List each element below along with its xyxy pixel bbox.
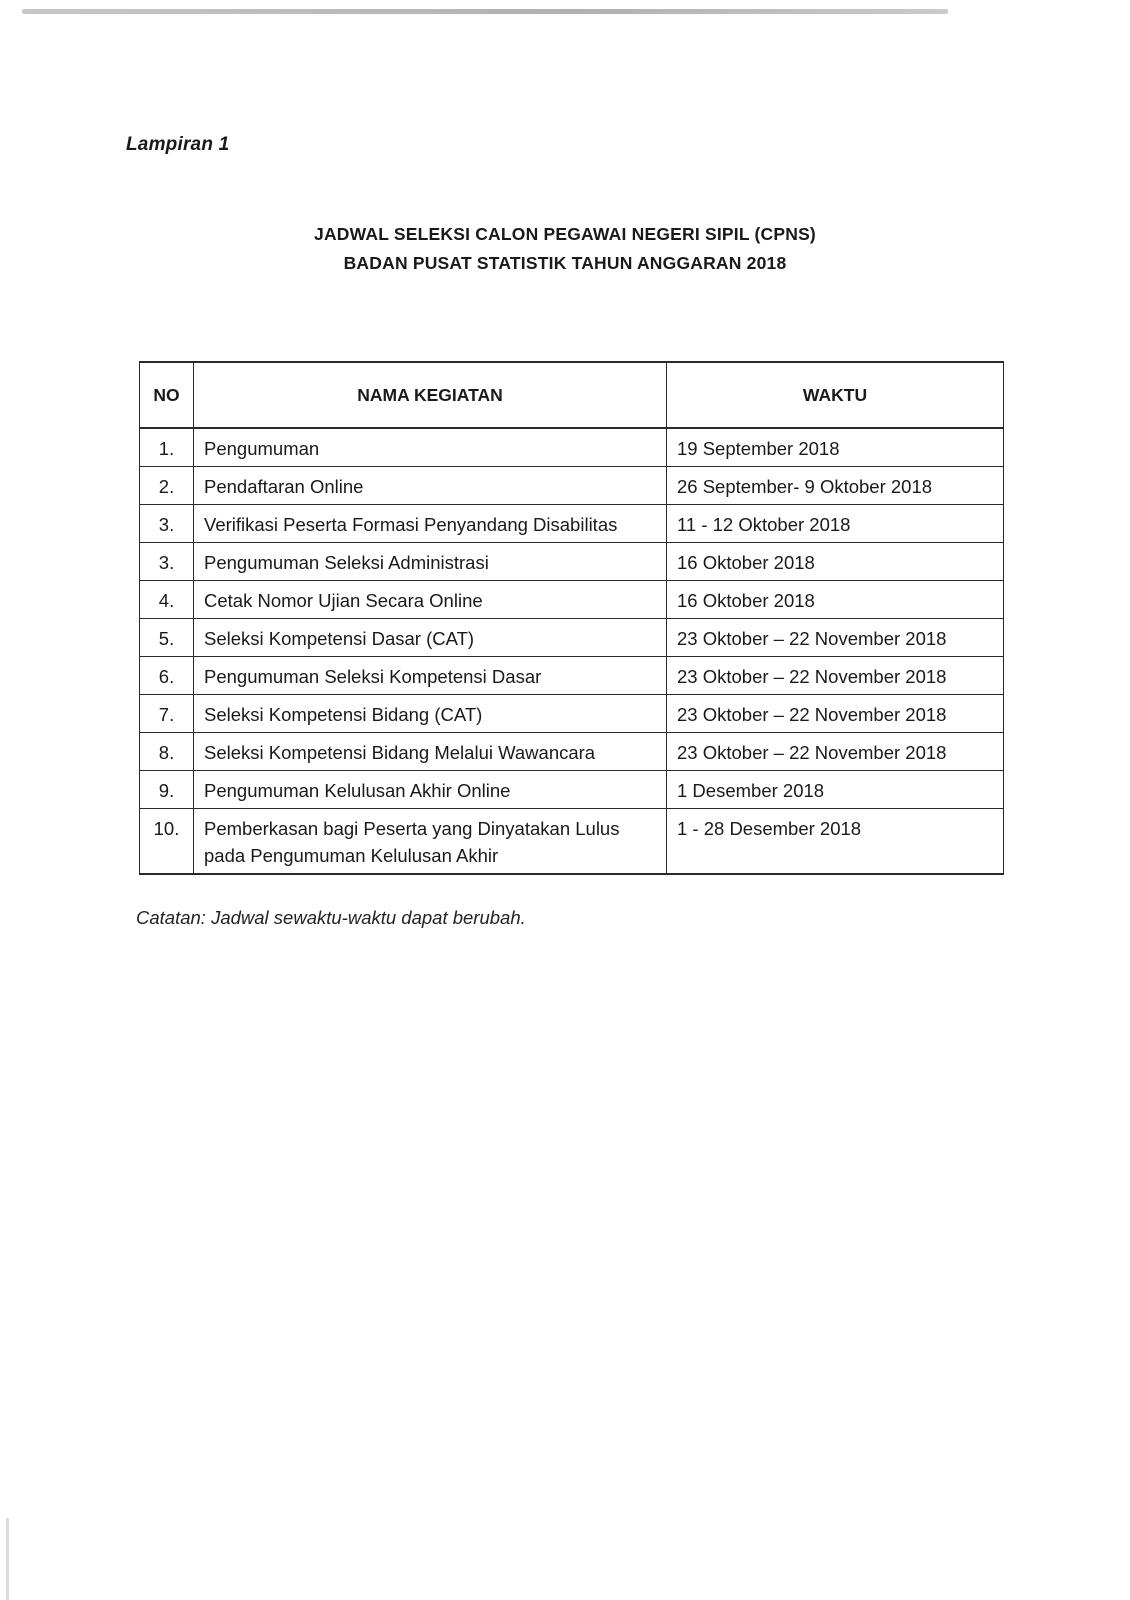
scan-edge-left <box>6 1518 9 1600</box>
row-time: 26 September- 9 Oktober 2018 <box>667 467 1004 505</box>
table-row <box>140 543 1004 581</box>
row-number: 5. <box>140 619 194 657</box>
row-time: 1 Desember 2018 <box>667 771 1004 809</box>
table-row <box>140 581 1004 619</box>
row-time: 19 September 2018 <box>667 428 1004 467</box>
table-row <box>140 657 1004 695</box>
row-time: 11 - 12 Oktober 2018 <box>667 505 1004 543</box>
table-row <box>140 619 1004 657</box>
header-time: WAKTU <box>667 362 1004 428</box>
attachment-label: Lampiran 1 <box>126 134 230 155</box>
row-activity: Pengumuman Seleksi Kompetensi Dasar <box>194 657 667 695</box>
table-row <box>140 771 1004 809</box>
row-time: 23 Oktober – 22 November 2018 <box>667 733 1004 771</box>
row-activity: Verifikasi Peserta Formasi Penyandang Disabilitas <box>194 505 667 543</box>
title-line-2: BADAN PUSAT STATISTIK TAHUN ANGGARAN 2018 <box>343 253 787 273</box>
row-number: 10. <box>140 809 194 875</box>
row-activity: Cetak Nomor Ujian Secara Online <box>194 581 667 619</box>
row-activity: Pengumuman <box>194 428 667 467</box>
row-time: 16 Oktober 2018 <box>667 543 1004 581</box>
title-line-1: JADWAL SELEKSI CALON PEGAWAI NEGERI SIPIL (CPNS) <box>314 224 816 244</box>
table-row <box>140 505 1004 543</box>
row-time: 23 Oktober – 22 November 2018 <box>667 695 1004 733</box>
table-row <box>140 733 1004 771</box>
table-row <box>140 467 1004 505</box>
row-number: 8. <box>140 733 194 771</box>
row-time: 1 - 28 Desember 2018 <box>667 809 1004 875</box>
row-time: 16 Oktober 2018 <box>667 581 1004 619</box>
row-number: 1. <box>140 428 194 467</box>
header-no: NO <box>140 362 194 428</box>
schedule-note: Catatan: Jadwal sewaktu-waktu dapat berubah. <box>136 907 526 928</box>
row-number: 6. <box>140 657 194 695</box>
schedule-table <box>139 361 1004 875</box>
row-time: 23 Oktober – 22 November 2018 <box>667 619 1004 657</box>
row-number: 4. <box>140 581 194 619</box>
row-activity: Seleksi Kompetensi Dasar (CAT) <box>194 619 667 657</box>
row-number: 9. <box>140 771 194 809</box>
table-header-row <box>140 362 1004 428</box>
row-number: 2. <box>140 467 194 505</box>
document-title <box>0 220 1130 278</box>
row-number: 7. <box>140 695 194 733</box>
row-activity: Pengumuman Kelulusan Akhir Online <box>194 771 667 809</box>
row-activity: Pengumuman Seleksi Administrasi <box>194 543 667 581</box>
row-number: 3. <box>140 505 194 543</box>
table-row <box>140 695 1004 733</box>
row-time: 23 Oktober – 22 November 2018 <box>667 657 1004 695</box>
table-row <box>140 428 1004 467</box>
row-activity: Pemberkasan bagi Peserta yang Dinyatakan Lulus pada Pengumuman Kelulusan Akhir <box>194 809 667 875</box>
scan-edge-top <box>22 9 948 14</box>
header-activity: NAMA KEGIATAN <box>194 362 667 428</box>
row-activity: Pendaftaran Online <box>194 467 667 505</box>
row-activity: Seleksi Kompetensi Bidang Melalui Wawancara <box>194 733 667 771</box>
row-number: 3. <box>140 543 194 581</box>
table-row <box>140 809 1004 875</box>
row-activity: Seleksi Kompetensi Bidang (CAT) <box>194 695 667 733</box>
